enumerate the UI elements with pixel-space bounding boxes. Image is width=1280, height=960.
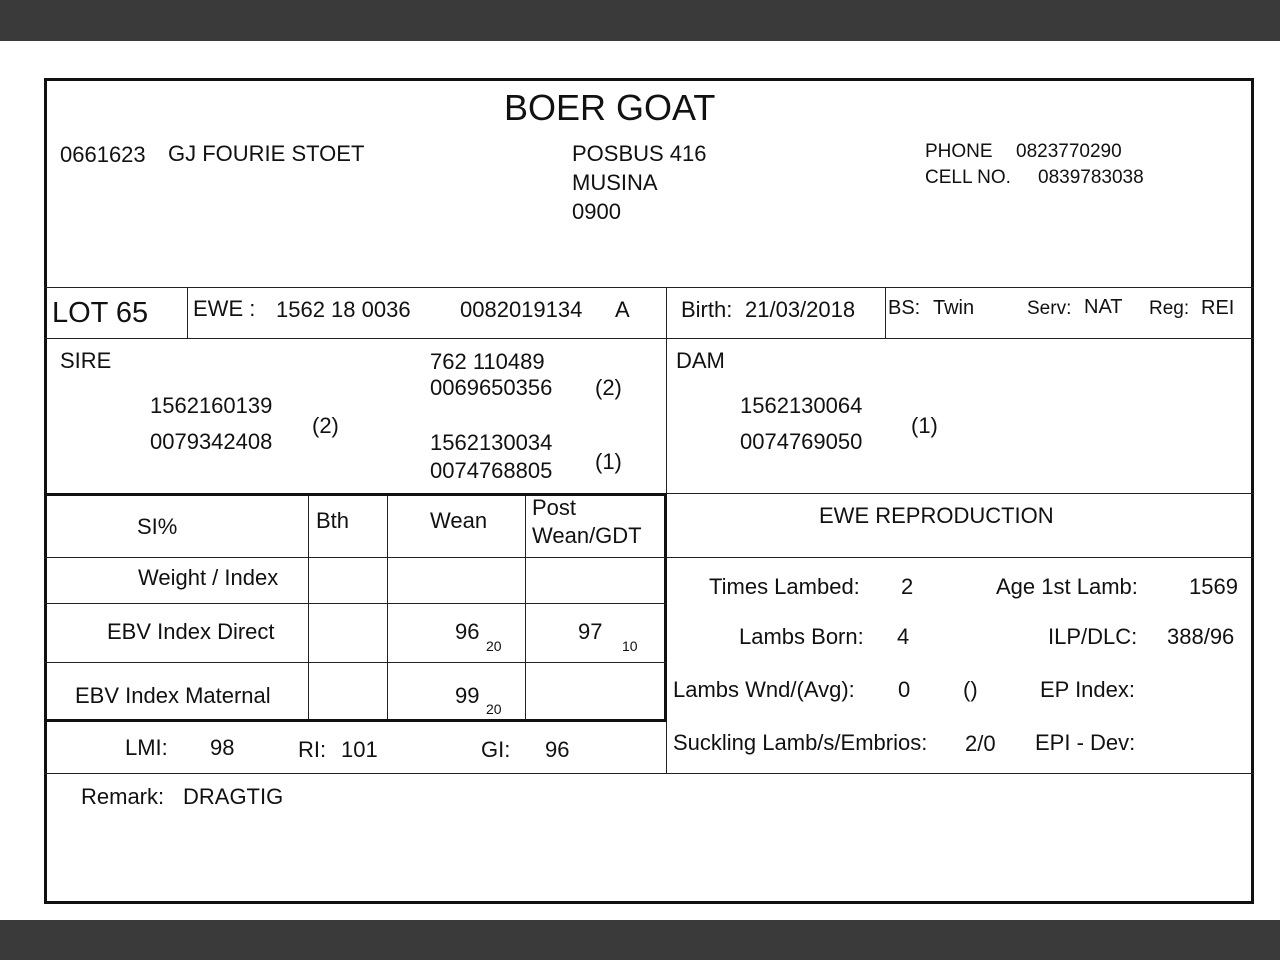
- card-frame: [44, 78, 1254, 904]
- address-line-3: 0900: [572, 199, 621, 224]
- divider-line: [885, 287, 886, 338]
- divider-line: [187, 287, 188, 338]
- reg-label: Reg:: [1149, 298, 1190, 319]
- ebv-direct-wean-sub: 20: [486, 638, 502, 654]
- address-line-2: MUSINA: [572, 170, 658, 195]
- birth-value: 21/03/2018: [745, 297, 856, 322]
- cell-value: 0839783038: [1038, 167, 1144, 188]
- divider-line: [44, 557, 666, 558]
- sire-dam-line1: 1562130034: [430, 430, 553, 455]
- sire-sire-line1: 762 110489: [430, 349, 545, 374]
- lambs-wnd-avg: (): [963, 677, 978, 702]
- birth-label: Birth:: [681, 297, 733, 322]
- lambs-born-value: 4: [897, 624, 910, 649]
- dam-reg: 0074769050: [740, 429, 863, 454]
- suckling-label: Suckling Lamb/s/Embrios:: [673, 730, 928, 755]
- breeder-name: GJ FOURIE STOET: [168, 141, 365, 166]
- bottom-bar: [0, 920, 1280, 960]
- divider-line: [44, 603, 666, 604]
- ilp-dlc-value: 388/96: [1167, 624, 1235, 649]
- cell-label: CELL NO.: [925, 167, 1011, 188]
- divider-line: [308, 496, 309, 719]
- top-bar: [0, 0, 1280, 41]
- col-bth: Bth: [316, 508, 350, 533]
- lambs-wnd-value: 0: [898, 677, 911, 702]
- breeder-code: 0661623: [60, 142, 146, 167]
- sire-sire-count: (2): [595, 375, 622, 400]
- lambs-wnd-label: Lambs Wnd/(Avg):: [673, 677, 855, 702]
- suckling-value: 2/0: [965, 731, 996, 756]
- divider-line: [44, 338, 1254, 339]
- age-first-lamb-label: Age 1st Lamb:: [996, 574, 1138, 599]
- ep-index-label: EP Index:: [1040, 677, 1135, 702]
- lmi-value: 98: [210, 735, 235, 760]
- ewe-grade: A: [615, 297, 630, 322]
- address-line-1: POSBUS 416: [572, 141, 707, 166]
- ri-value: 101: [341, 737, 378, 762]
- lot-number: LOT 65: [52, 297, 149, 329]
- ebv-maternal-wean: 99: [455, 683, 480, 708]
- ilp-dlc-label: ILP/DLC:: [1048, 624, 1138, 649]
- row-ebv-direct: EBV Index Direct: [107, 619, 275, 644]
- col-post-1: Post: [532, 495, 577, 520]
- gi-value: 96: [545, 737, 570, 762]
- ebv-direct-wean: 96: [455, 619, 480, 644]
- col-wean: Wean: [430, 508, 488, 533]
- epi-dev-label: EPI - Dev:: [1035, 730, 1136, 755]
- lambs-born-label: Lambs Born:: [739, 624, 864, 649]
- ewe-id: 1562 18 0036: [276, 297, 411, 322]
- divider-line: [44, 287, 1254, 288]
- ebv-direct-post: 97: [578, 619, 603, 644]
- ewe-label: EWE :: [193, 296, 256, 321]
- serv-value: NAT: [1084, 296, 1123, 318]
- dam-label: DAM: [676, 348, 725, 373]
- row-weight-index: Weight / Index: [138, 565, 279, 590]
- remark-label: Remark:: [81, 784, 165, 809]
- divider-line: [666, 557, 1254, 558]
- gi-label: GI:: [481, 737, 511, 762]
- bs-value: Twin: [933, 297, 975, 319]
- sire-sire-line2: 0069650356: [430, 375, 553, 400]
- dam-count: (1): [911, 413, 938, 438]
- age-first-lamb-value: 1569: [1189, 574, 1238, 599]
- divider-line: [525, 496, 526, 719]
- phone-value: 0823770290: [1016, 141, 1122, 162]
- ewe-reg: 0082019134: [460, 297, 583, 322]
- sire-id: 1562160139: [150, 393, 273, 418]
- card-title: BOER GOAT: [504, 87, 716, 128]
- lmi-label: LMI:: [125, 735, 168, 760]
- divider-line: [44, 662, 666, 663]
- reg-value: REI: [1201, 297, 1235, 319]
- dam-id: 1562130064: [740, 393, 863, 418]
- serv-label: Serv:: [1027, 298, 1072, 319]
- sire-dam-count: (1): [595, 449, 622, 474]
- times-lambed-value: 2: [901, 574, 914, 599]
- bs-label: BS:: [888, 297, 921, 319]
- ebv-maternal-wean-sub: 20: [486, 701, 502, 717]
- col-post-2: Wean/GDT: [532, 523, 642, 548]
- remark-value: DRAGTIG: [183, 784, 284, 809]
- divider-line: [666, 493, 1254, 494]
- divider-line: [44, 773, 1254, 774]
- ebv-direct-post-sub: 10: [622, 638, 638, 654]
- reproduction-title: EWE REPRODUCTION: [819, 503, 1054, 528]
- times-lambed-label: Times Lambed:: [709, 574, 860, 599]
- divider-line: [387, 496, 388, 719]
- sire-reg: 0079342408: [150, 429, 273, 454]
- sire-label: SIRE: [60, 348, 112, 373]
- ri-label: RI:: [298, 737, 327, 762]
- phone-label: PHONE: [925, 141, 993, 162]
- sire-dam-line2: 0074768805: [430, 458, 553, 483]
- sire-count: (2): [312, 413, 339, 438]
- si-label: SI%: [137, 514, 178, 539]
- row-ebv-maternal: EBV Index Maternal: [75, 683, 271, 708]
